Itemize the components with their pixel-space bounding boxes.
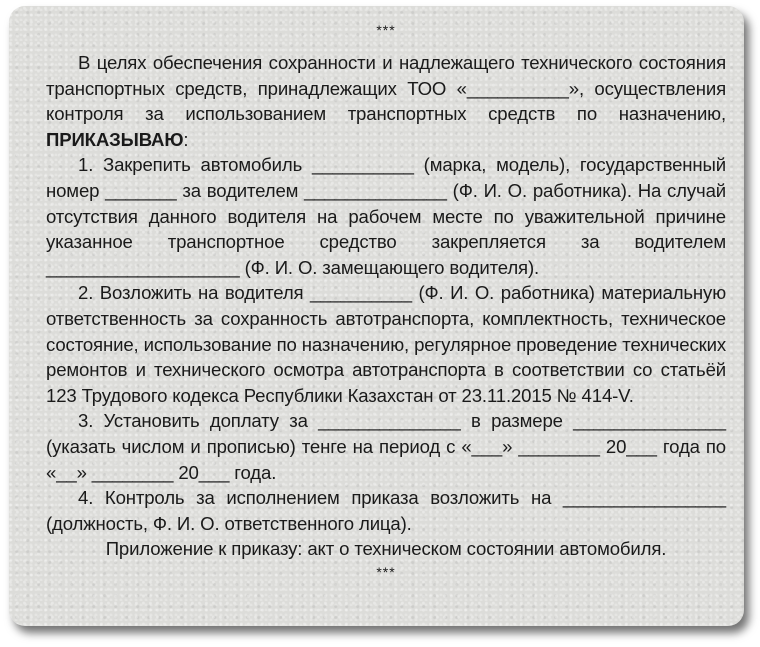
intro-paragraph — [46, 50, 726, 152]
order-word: ПРИКАЗЫВАЮ — [46, 128, 184, 150]
item-1: 1. Закрепить автомобиль __________ (марка, модель), государственный номер _______ за водителем ______________ (Ф. И. О. работника). На случай отсутствия данного водителя на рабочем месте по уважительной причине указанное транспортное средство закрепляется за водителем ___________________ (Ф. И. О. замещающего водителя). — [46, 154, 726, 278]
separator-bottom: *** — [376, 563, 396, 580]
attachment-line: Приложение к приказу: акт о техническом состоянии автомобиля. — [105, 538, 667, 560]
document-card — [9, 6, 744, 626]
order-colon: : — [183, 128, 189, 150]
separator-top: *** — [376, 22, 396, 38]
intro-text: В целях обеспечения сохранности и надлежащего технического состояния транспортных средств, принадлежащих ТОО «__________», осуществления контроля за использованием транспортных средств по назначению, — [46, 52, 726, 125]
order-document — [46, 20, 726, 582]
item-2: 2. Возложить на водителя __________ (Ф. И. О. работника) материальную ответственность за сохранность автотранспорта, комплектность, техническое состояние, использование по назначению, регулярное проведение технических ремонтов и технического осмотра автотранспорта в соответствии со статьёй 123 Трудового кодекса Республики Казахстан от 23.11.2015 № 414-V. — [46, 282, 726, 406]
item-4: 4. Контроль за исполнением приказа возложить на ________________ (должность, Ф. И. О. ответственного лица). — [46, 487, 726, 534]
item-3: 3. Установить доплату за ______________ в размере _______________ (указать числом и прописью) тенге на период с «___» ________ 20___ года по «__» ________ 20___ года. — [46, 410, 726, 483]
